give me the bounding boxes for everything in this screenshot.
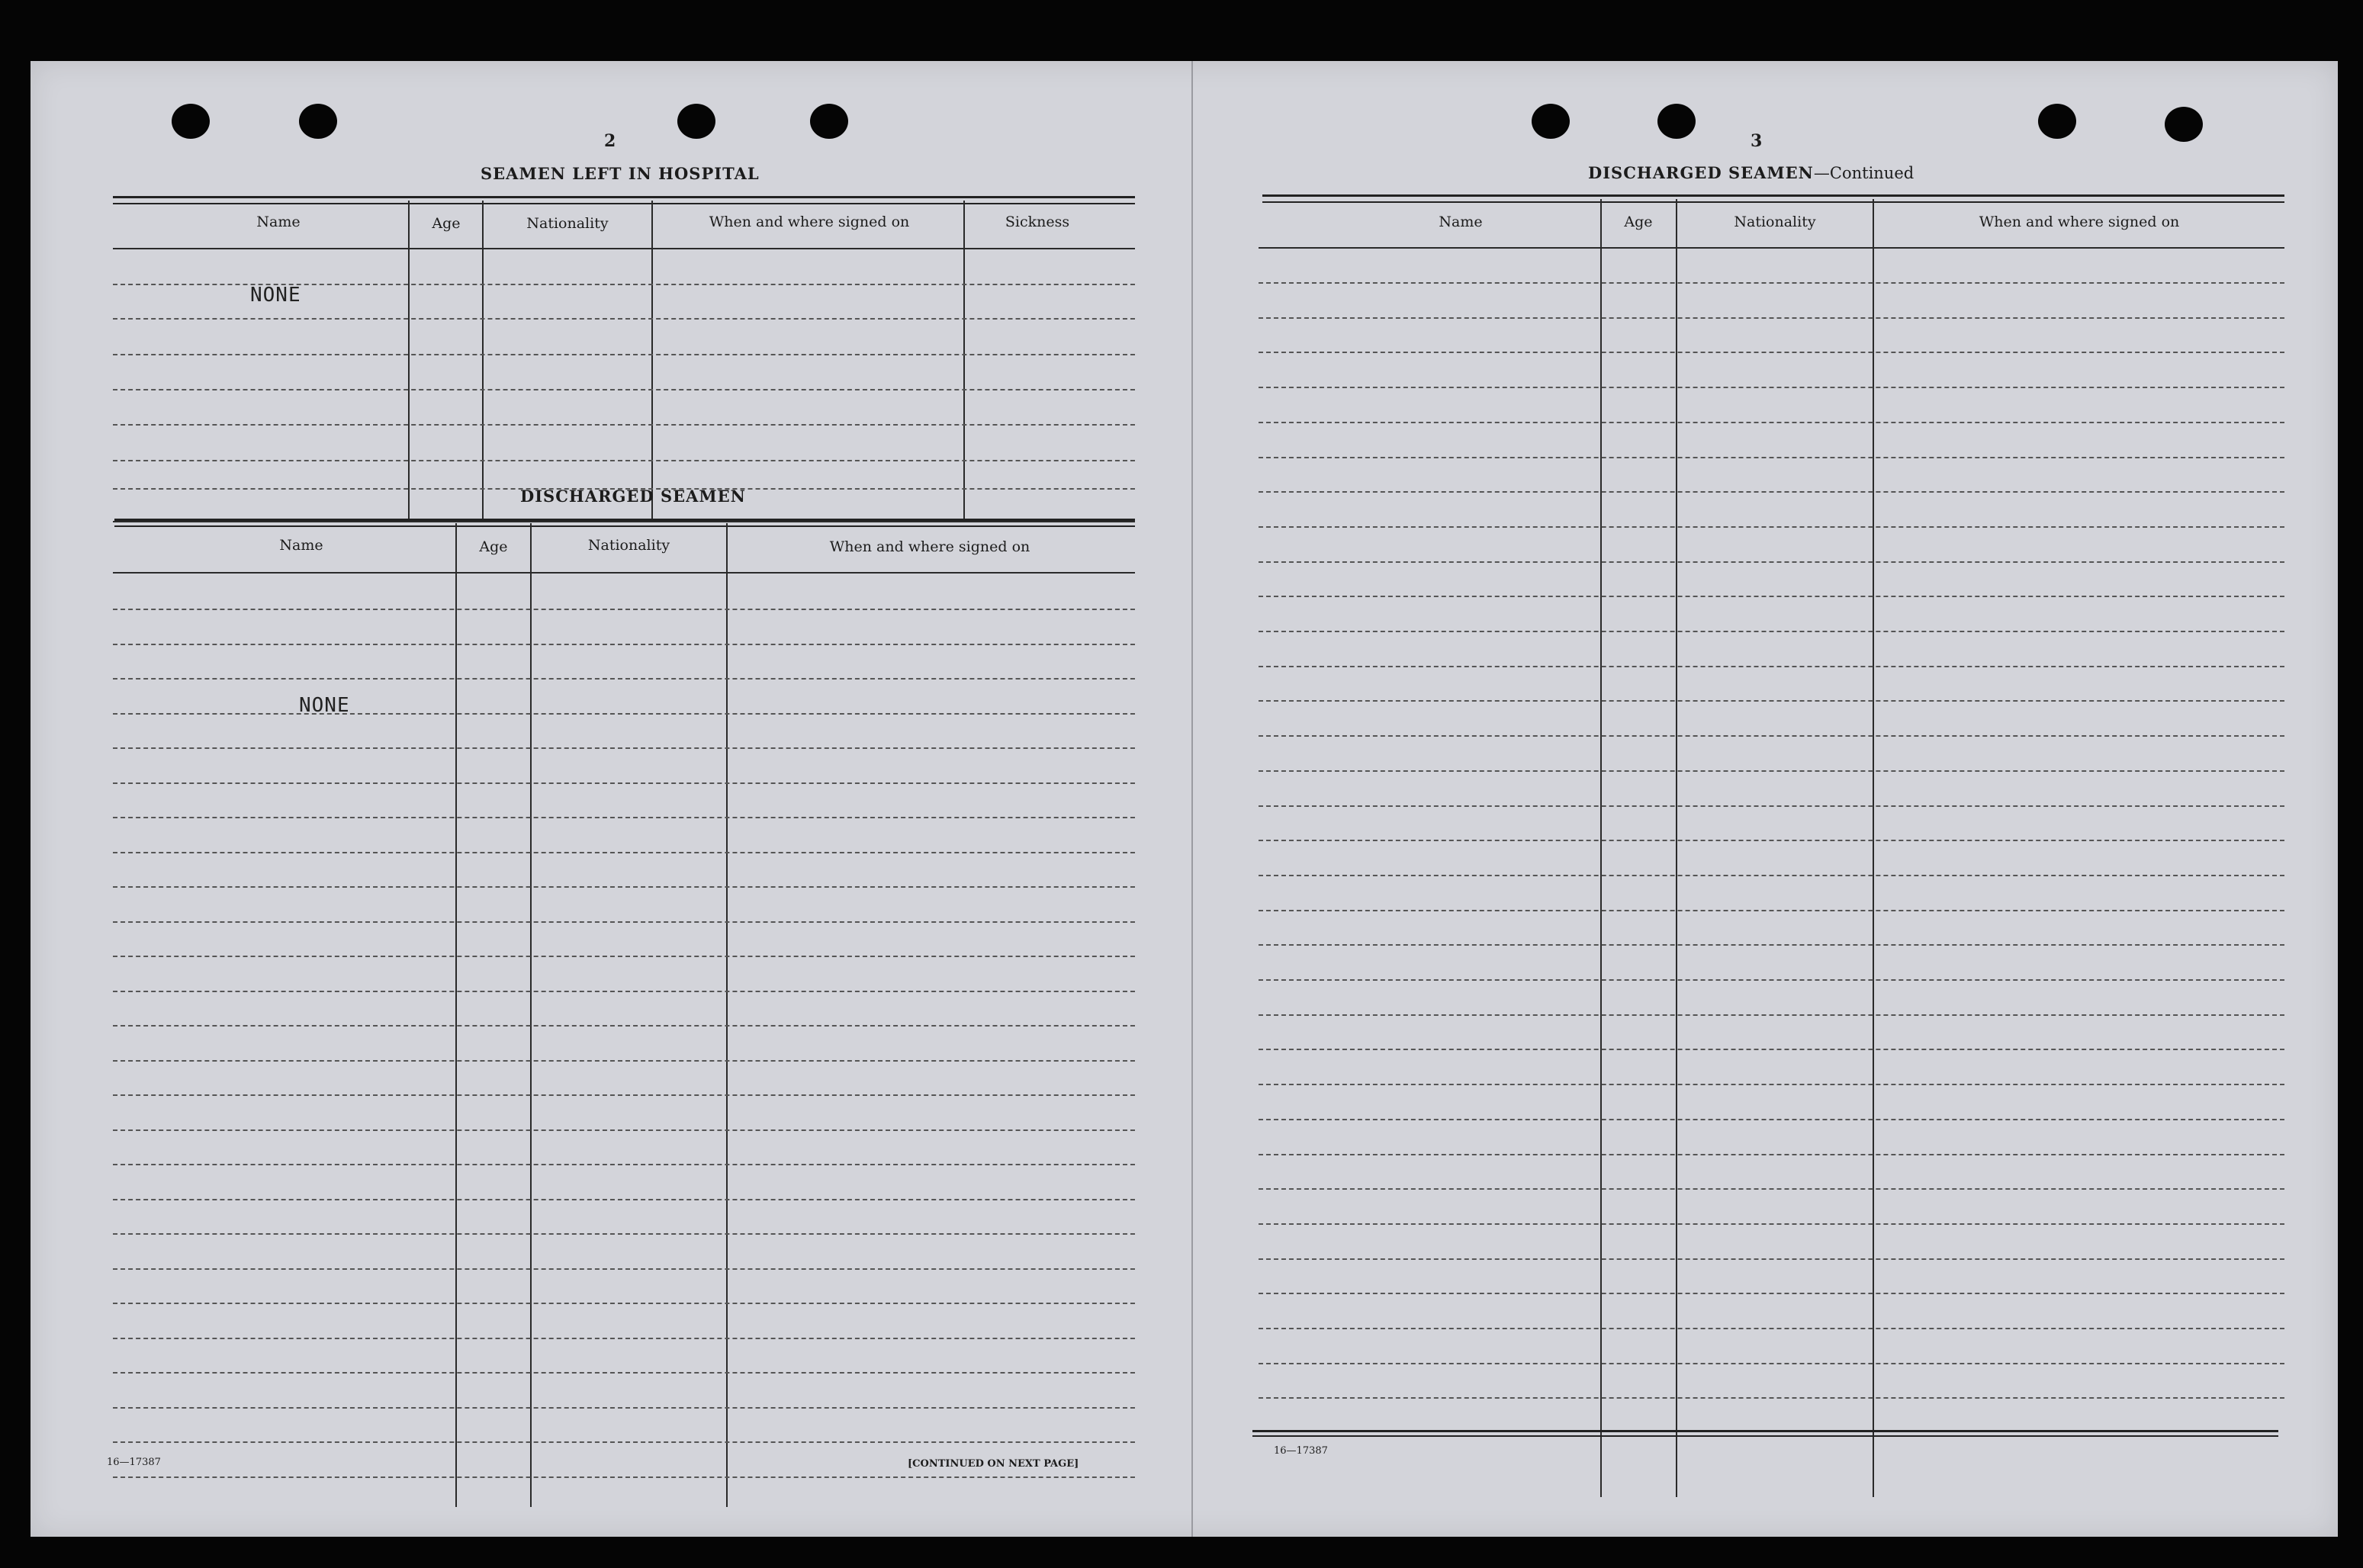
row-line	[1259, 735, 2284, 737]
row-line	[1259, 352, 2284, 353]
page-number: 3	[1751, 131, 1763, 151]
row-line	[1259, 1223, 2284, 1225]
column-header-age: Age	[1624, 214, 1653, 230]
row-line	[1259, 700, 2284, 702]
row-line	[1259, 596, 2284, 597]
row-line	[1259, 770, 2284, 772]
document-sheet	[31, 61, 2338, 1537]
discharged-entry: NONE	[299, 694, 350, 717]
row-line	[1259, 282, 2284, 284]
row-line	[1259, 1154, 2284, 1155]
row-line	[1259, 666, 2284, 667]
column-divider	[1873, 199, 1874, 1497]
hospital-section-title: SEAMEN LEFT IN HOSPITAL	[481, 164, 760, 183]
row-line	[1259, 805, 2284, 807]
row-line	[1259, 317, 2284, 319]
row-line	[1259, 1014, 2284, 1016]
row-line	[1259, 1188, 2284, 1190]
page-number: 2	[604, 131, 616, 151]
row-line	[1259, 910, 2284, 911]
row-line	[1259, 561, 2284, 563]
column-header-name: Name	[279, 537, 323, 554]
row-line	[1259, 1328, 2284, 1329]
column-header-sickness: Sickness	[1005, 214, 1070, 230]
row-line	[1259, 944, 2284, 946]
row-line	[1259, 491, 2284, 493]
form-number: 16—17387	[107, 1457, 161, 1468]
column-header-age: Age	[479, 538, 508, 555]
column-header-nationality: Nationality	[587, 537, 670, 554]
row-line	[1259, 1049, 2284, 1050]
column-divider	[1600, 199, 1602, 1497]
column-header-name: Name	[1439, 214, 1483, 230]
row-line	[1259, 1258, 2284, 1260]
row-line	[1259, 979, 2284, 981]
double-rule	[1252, 1430, 2278, 1437]
row-line	[1259, 457, 2284, 458]
title-main: DISCHARGED SEAMEN	[1588, 163, 1814, 182]
discharged-continued-title	[1588, 163, 1914, 182]
continued-note: [CONTINUED ON NEXT PAGE]	[908, 1458, 1079, 1470]
column-header-nationality: Nationality	[526, 215, 609, 232]
row-line	[1259, 1293, 2284, 1294]
row-line	[1259, 1084, 2284, 1085]
column-header-age: Age	[432, 215, 461, 232]
column-header-signed-on: When and where signed on	[829, 538, 1030, 555]
column-header-name: Name	[256, 214, 301, 230]
row-line	[1259, 1119, 2284, 1120]
form-number: 16—17387	[1274, 1445, 1328, 1457]
row-line	[1259, 875, 2284, 876]
column-divider	[1676, 199, 1677, 1497]
row-line	[1259, 422, 2284, 423]
discharged-section-title: DISCHARGED SEAMEN	[520, 487, 746, 506]
hospital-entry: NONE	[250, 284, 301, 307]
row-line	[1259, 1397, 2284, 1399]
row-line	[1259, 387, 2284, 388]
row-line	[1259, 840, 2284, 841]
column-header-signed-on: When and where signed on	[709, 214, 910, 230]
right-page	[31, 61, 2338, 1537]
row-line	[1259, 631, 2284, 632]
title-suffix: —Continued	[1813, 164, 1915, 182]
column-header-signed-on: When and where signed on	[1979, 214, 2180, 230]
header-underline	[1259, 247, 2284, 249]
column-header-nationality: Nationality	[1734, 214, 1816, 230]
double-rule	[1262, 194, 2284, 203]
row-line	[1259, 526, 2284, 528]
row-line	[1259, 1363, 2284, 1364]
